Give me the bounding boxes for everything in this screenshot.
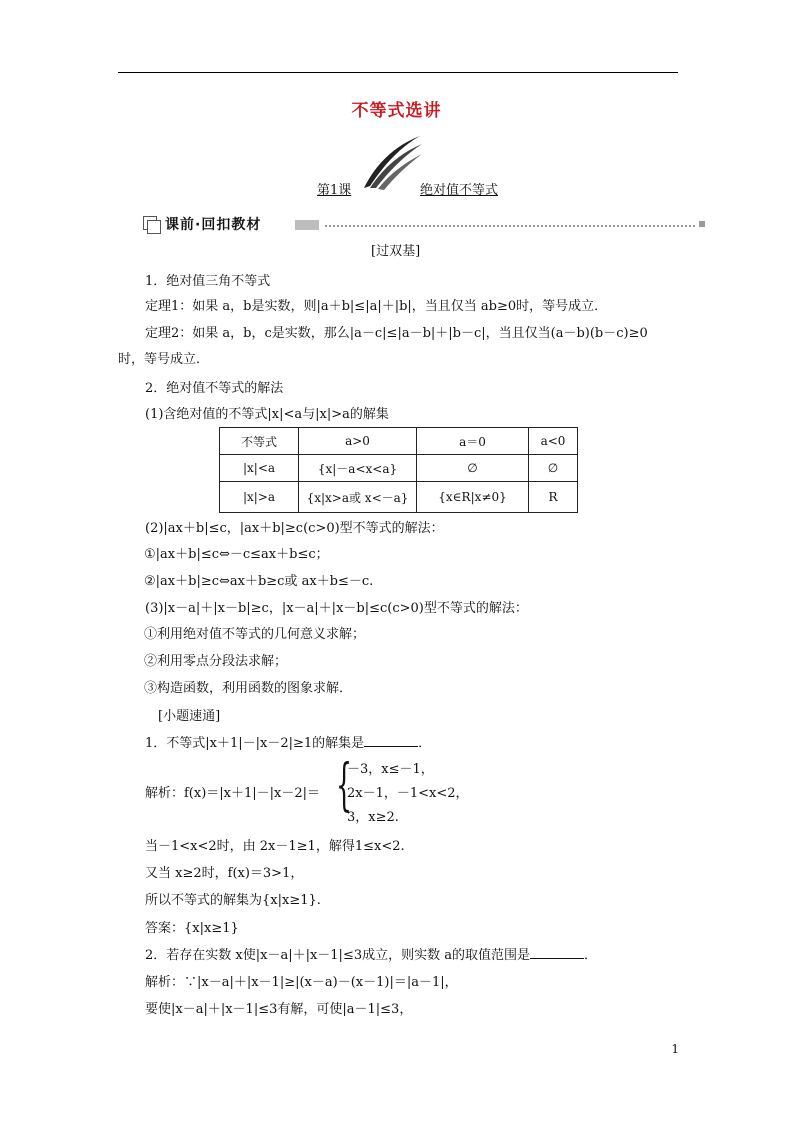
section-bar [143, 212, 705, 236]
piece-2: 2x－1，－1<x<2， [347, 786, 469, 801]
theorem-2-cont: 时，等号成立． [118, 352, 210, 367]
solution-1-label: 解析：f(x)＝|x＋1|－|x－2|＝ [145, 786, 321, 801]
method-2: ②利用零点分段法求解； [144, 654, 288, 669]
section-dotted-line [325, 225, 695, 227]
question-1: 1．不等式|x＋1|－|x－2|≥1的解集是 ． [145, 736, 432, 751]
section-bar-fill [295, 220, 319, 230]
answer-1: 答案：{x|x≥1} [145, 921, 239, 936]
subheading-solution-set: (1)含绝对值的不等式|x|<a与|x|>a的解集 [145, 407, 389, 422]
table-row [220, 428, 578, 455]
section-end-mark [699, 221, 705, 227]
table-cell: a<0 [529, 428, 578, 455]
solution-2-line-2: 要使|x－a|＋|x－1|≤3有解，可使|a－1|≤3， [145, 1002, 413, 1017]
lesson-name: 绝对值不等式 [420, 183, 499, 198]
heading-solution-method: 2．绝对值不等式的解法 [145, 381, 284, 396]
lesson-number: 第1课 [317, 183, 352, 198]
rule-ge: ②|ax＋b|≥c⇔ax＋b≥c或 ax＋b≤－c. [144, 574, 374, 589]
answer-blank [364, 734, 418, 747]
table-cell: ∅ [417, 455, 529, 482]
heading-triangle-inequality: 1．绝对值三角不等式 [145, 274, 271, 289]
subsection-label: [过双基] [371, 244, 421, 259]
subheading-two-abs: (3)|x－a|＋|x－b|≥c，|x－a|＋|x－b|≤c(c>0)型不等式的解法： [145, 601, 528, 616]
quick-practice-label: [小题速通] [158, 709, 221, 724]
page-number: 1 [671, 1042, 679, 1056]
page-title: 不等式选讲 [351, 101, 442, 121]
solution-1-line-2: 又当 x≥2时，f(x)＝3>1， [145, 866, 304, 881]
section-label: 课前·回扣教材 [165, 217, 262, 233]
section-square-icon [147, 220, 161, 234]
table-row [220, 455, 578, 482]
question-1-text: 1．不等式|x＋1|－|x－2|≥1的解集是 [145, 736, 365, 751]
table-row [220, 482, 578, 513]
table-cell: {x|－a<x<a} [299, 455, 417, 482]
table-cell: {x∈R|x≠0} [417, 482, 529, 513]
table-cell: a＝0 [417, 428, 529, 455]
table-cell: |x|<a [220, 455, 299, 482]
answer-blank [530, 946, 584, 959]
theorem-1: 定理1：如果 a，b是实数，则|a＋b|≤|a|＋|b|，当且仅当 ab≥0时，等号成立． [145, 299, 608, 314]
table-cell: {x|x>a或 x<－a} [299, 482, 417, 513]
solution-set-table [219, 427, 578, 513]
question-2-text: 2．若存在实数 x使|x－a|＋|x－1|≤3成立，则实数 a的取值范围是 [145, 948, 530, 963]
piece-1: －3，x≤－1， [347, 762, 434, 777]
header-rule [118, 72, 678, 73]
feather-decoration-icon [358, 134, 424, 192]
solution-2-line-1: 解析：∵|x－a|＋|x－1|≥|(x－a)－(x－1)|＝|a－1|， [145, 975, 458, 990]
brace-icon: { [336, 753, 353, 818]
table-cell: |x|>a [220, 482, 299, 513]
theorem-2: 定理2：如果 a，b，c是实数，那么|a－c|≤|a－b|＋|b－c|，当且仅当(a－b)(b－c)≥0 [145, 326, 648, 341]
method-3: ③构造函数，利用函数的图象求解． [144, 681, 353, 696]
table-cell: a>0 [299, 428, 417, 455]
table-cell: ∅ [529, 455, 578, 482]
rule-le: ①|ax＋b|≤c⇔－c≤ax＋b≤c； [144, 547, 329, 562]
question-2: 2．若存在实数 x使|x－a|＋|x－1|≤3成立，则实数 a的取值范围是 ． [145, 948, 598, 963]
method-1: ①利用绝对值不等式的几何意义求解； [144, 627, 366, 642]
solution-1-line-3: 所以不等式的解集为{x|x≥1}. [145, 893, 321, 908]
piece-3: 3，x≥2. [347, 810, 399, 825]
table-cell: R [529, 482, 578, 513]
solution-1-line-1: 当－1<x<2时，由 2x－1≥1，解得1≤x<2. [145, 839, 405, 854]
table-cell: 不等式 [220, 428, 299, 455]
subheading-linear-abs: (2)|ax＋b|≤c，|ax＋b|≥c(c>0)型不等式的解法： [145, 521, 444, 536]
